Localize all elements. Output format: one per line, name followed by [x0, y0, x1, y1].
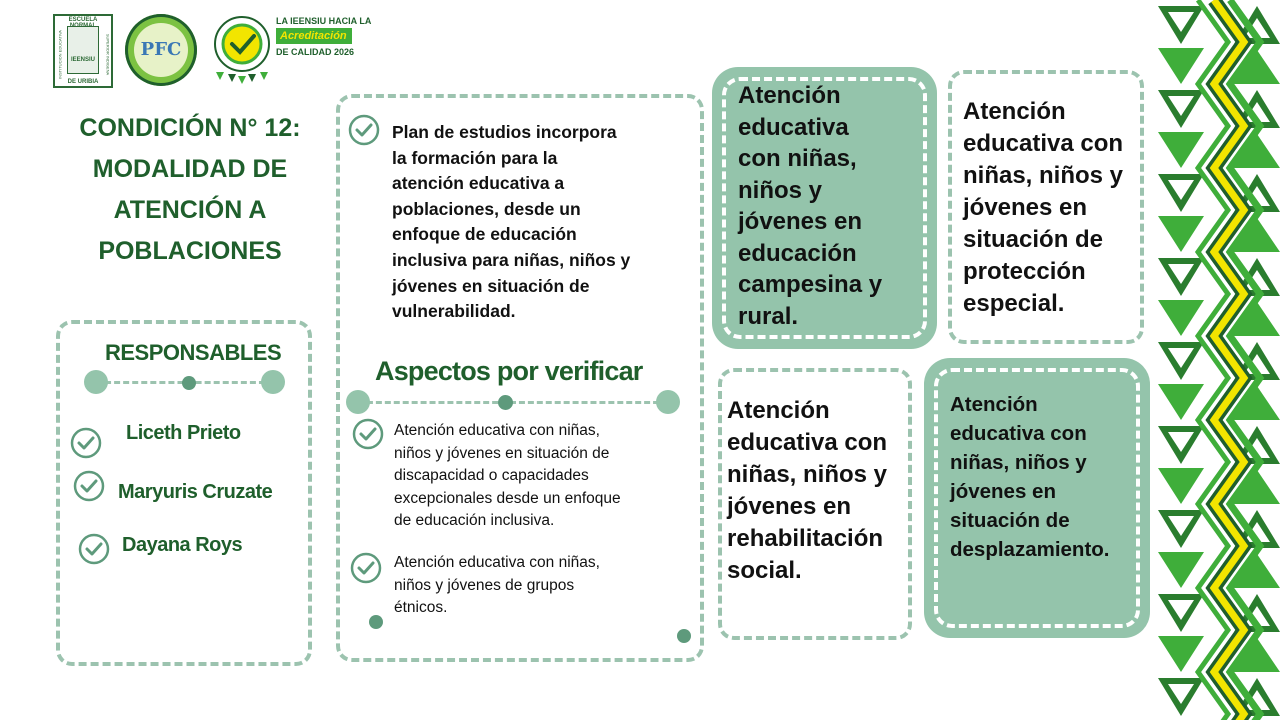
card-desplazamiento-text: [950, 390, 1110, 564]
calidad-seal-graphic: [212, 14, 272, 88]
card-rehabilitacion-text: [727, 395, 887, 587]
calidad-seal-logo: [212, 14, 272, 88]
card-line: desplazamiento.: [950, 538, 1110, 561]
accreditation-line3: DE CALIDAD 2026: [276, 47, 355, 57]
card-line: Atención: [950, 393, 1038, 416]
plan-line: atención educativa a: [392, 173, 565, 194]
aspectos-heading: Aspectos por verificar: [375, 356, 643, 386]
card-line: niñas, niños y: [950, 451, 1087, 474]
responsables-heading: RESPONSABLES: [105, 340, 282, 365]
check-circle-icon: [350, 552, 382, 584]
logo-side-left-text: INSTITUCION EDUCATIVA: [57, 30, 63, 79]
logo-inner-box: [67, 26, 99, 74]
card-proteccion-text: [963, 96, 1123, 320]
divider-dot-left: [346, 390, 370, 414]
card-line: jóvenes en: [950, 480, 1056, 503]
wayuu-pattern-border: [1150, 0, 1280, 720]
decor-dot: [369, 615, 383, 629]
escuela-normal-logo: [53, 14, 113, 88]
card-line: especial.: [963, 290, 1065, 317]
card-line: situación de: [963, 226, 1104, 253]
aspecto-line: niños y jóvenes en situación de: [394, 444, 610, 462]
card-line: campesina y: [738, 271, 883, 298]
logo-bottom-text: DE URIBIA: [67, 79, 99, 85]
accreditation-line2: Acreditación: [276, 28, 352, 44]
card-line: protección: [963, 258, 1086, 285]
aspecto-line: Atención educativa con niñas,: [394, 422, 600, 439]
check-circle-icon: [352, 418, 384, 450]
card-line: jóvenes en: [738, 208, 863, 235]
pfc-logo: [125, 14, 197, 86]
condition-title-line: ATENCIÓN A: [113, 196, 267, 224]
divider-dot-right: [261, 370, 285, 394]
card-line: jóvenes en: [727, 493, 852, 520]
card-line: educación: [738, 239, 857, 267]
logo-mid-text: IEENSIU: [70, 57, 95, 63]
responsable-name: Maryuris Cruzate: [118, 481, 273, 503]
aspecto-line: étnicos.: [394, 599, 448, 616]
plan-line: inclusiva para niñas, niños y: [392, 249, 631, 270]
pfc-logo-text: PFC: [140, 39, 182, 60]
card-line: educativa con: [950, 422, 1087, 445]
card-line: Atención: [727, 397, 830, 424]
card-line: educativa: [738, 113, 849, 141]
condition-title-line: POBLACIONES: [98, 237, 282, 265]
check-circle-icon: [70, 427, 102, 459]
aspecto-item: [394, 552, 600, 620]
card-line: con niñas,: [738, 145, 857, 172]
plan-line: jóvenes en situación de: [392, 275, 590, 296]
plan-line: la formación para la: [392, 147, 558, 168]
responsable-name: Dayana Roys: [122, 534, 243, 556]
divider-dot-right: [656, 390, 680, 414]
aspecto-line: de educación inclusiva.: [394, 512, 555, 529]
card-line: educativa con: [727, 429, 888, 456]
plan-line: Plan de estudios incorpora: [392, 122, 617, 142]
check-circle-icon: [78, 533, 110, 565]
condition-title-line: MODALIDAD DE: [92, 155, 288, 183]
aspecto-line: excepcionales desde un enfoque: [394, 489, 621, 507]
check-circle-icon: [73, 470, 105, 502]
responsable-name: Liceth Prieto: [126, 422, 241, 444]
plan-line: enfoque de educación: [392, 224, 577, 245]
accreditation-banner: [276, 16, 372, 68]
card-line: situación de: [950, 509, 1070, 532]
aspecto-line: niños y jóvenes de grupos: [394, 576, 575, 594]
condition-title-line: CONDICIÓN N° 12:: [79, 114, 301, 142]
card-line: Atención: [738, 82, 841, 109]
condition-title: [40, 108, 340, 272]
aspecto-line: Atención educativa con niñas,: [394, 554, 600, 571]
card-line: niños y: [738, 176, 823, 204]
aspecto-line: discapacidad o capacidades: [394, 467, 589, 484]
aspectos-divider: [358, 401, 668, 404]
check-circle-icon: [348, 114, 380, 146]
decor-dot: [677, 629, 691, 643]
card-line: Atención: [963, 98, 1066, 125]
card-line: jóvenes en: [963, 194, 1088, 221]
logo-side-right-text: SUPERIOR INDIGENA: [105, 33, 111, 76]
plan-line: poblaciones, desde un: [392, 198, 581, 219]
divider-dot-left: [84, 370, 108, 394]
card-line: educativa con: [963, 130, 1124, 157]
plan-description: [392, 120, 630, 325]
plan-line: vulnerabilidad.: [392, 301, 516, 322]
card-rural-text: [738, 80, 882, 332]
card-line: niñas, niños y: [727, 461, 888, 488]
logo-top-text: ESCUELA: [68, 17, 98, 23]
accreditation-line1: LA IEENSIU HACIA LA: [276, 16, 372, 26]
card-line: rehabilitación: [727, 525, 884, 552]
divider-dot-center: [498, 395, 513, 410]
divider-dot-center: [182, 376, 196, 390]
card-line: social.: [727, 557, 802, 584]
card-line: rural.: [738, 302, 799, 330]
aspecto-item: [394, 420, 621, 533]
card-line: niñas, niños y: [963, 162, 1124, 189]
